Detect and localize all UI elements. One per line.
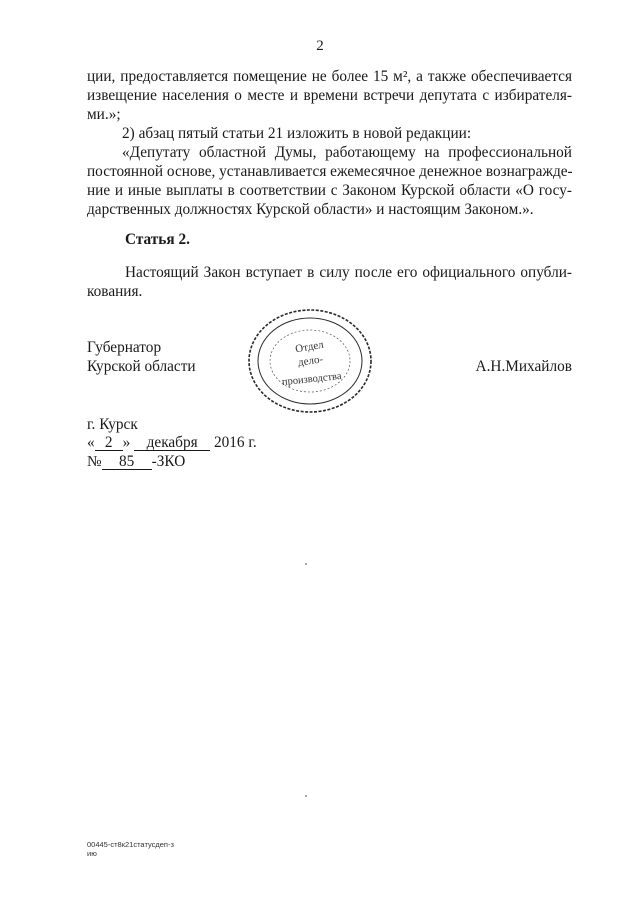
article-heading: Статья 2. [125, 231, 190, 248]
page-number: 2 [316, 38, 324, 54]
scan-speck [305, 795, 307, 797]
signature-title-line1: Губернатор [87, 339, 162, 356]
law-number: 85 [102, 454, 152, 470]
body-line-4: 2) абзац пятый статьи 21 изложить в новой редакции: [122, 125, 472, 142]
scan-speck [305, 563, 307, 565]
stamp-text-line2: дело- [297, 353, 324, 369]
stamp-text-line3: производства [281, 370, 343, 389]
date-month: декабря [134, 435, 210, 451]
law-number-line [87, 452, 185, 471]
stamp-text-line1: Отдел [294, 338, 325, 356]
body-line-3: ми.»; [87, 106, 121, 123]
law-number-suffix: -ЗКО [151, 453, 186, 470]
date-close-quote: » [122, 434, 131, 451]
footer-file-id-line1: 00445-ст8к21статусдеп-з [87, 840, 174, 849]
article-line-2: кования. [87, 283, 143, 300]
footer-file-id-line2: ию [87, 849, 97, 858]
date-open-quote: « [87, 434, 95, 451]
body-line-2: извещение населения о месте и времени встречи депутата с избирателя- [87, 87, 572, 104]
body-line-6: постоянной основе, устанавливается ежемесячное денежное вознагражде- [87, 163, 573, 180]
date-day: 2 [95, 435, 123, 451]
law-number-prefix: № [87, 453, 102, 470]
stamp-seal-graphic [245, 306, 375, 416]
body-line-5: «Депутату областной Думы, работающему на профессиональной [122, 144, 572, 161]
article-line-1: Настоящий Закон вступает в силу после его официального опубли- [125, 264, 572, 281]
official-stamp [245, 306, 375, 416]
body-line-1: ции, предоставляется помещение не более 15 м², а также обеспечивается [87, 68, 572, 85]
body-line-8: дарственных должностях Курской области» и настоящим Законом.». [87, 201, 534, 218]
body-line-7: ние и иные выплаты в соответствии с Законом Курской области «О госу- [87, 182, 572, 199]
signatory-name: А.Н.Михайлов [475, 358, 572, 375]
place: г. Курск [87, 416, 138, 433]
date-line [87, 433, 257, 452]
signature-title-line2: Курской области [87, 358, 196, 375]
date-year: 2016 г. [213, 434, 257, 451]
